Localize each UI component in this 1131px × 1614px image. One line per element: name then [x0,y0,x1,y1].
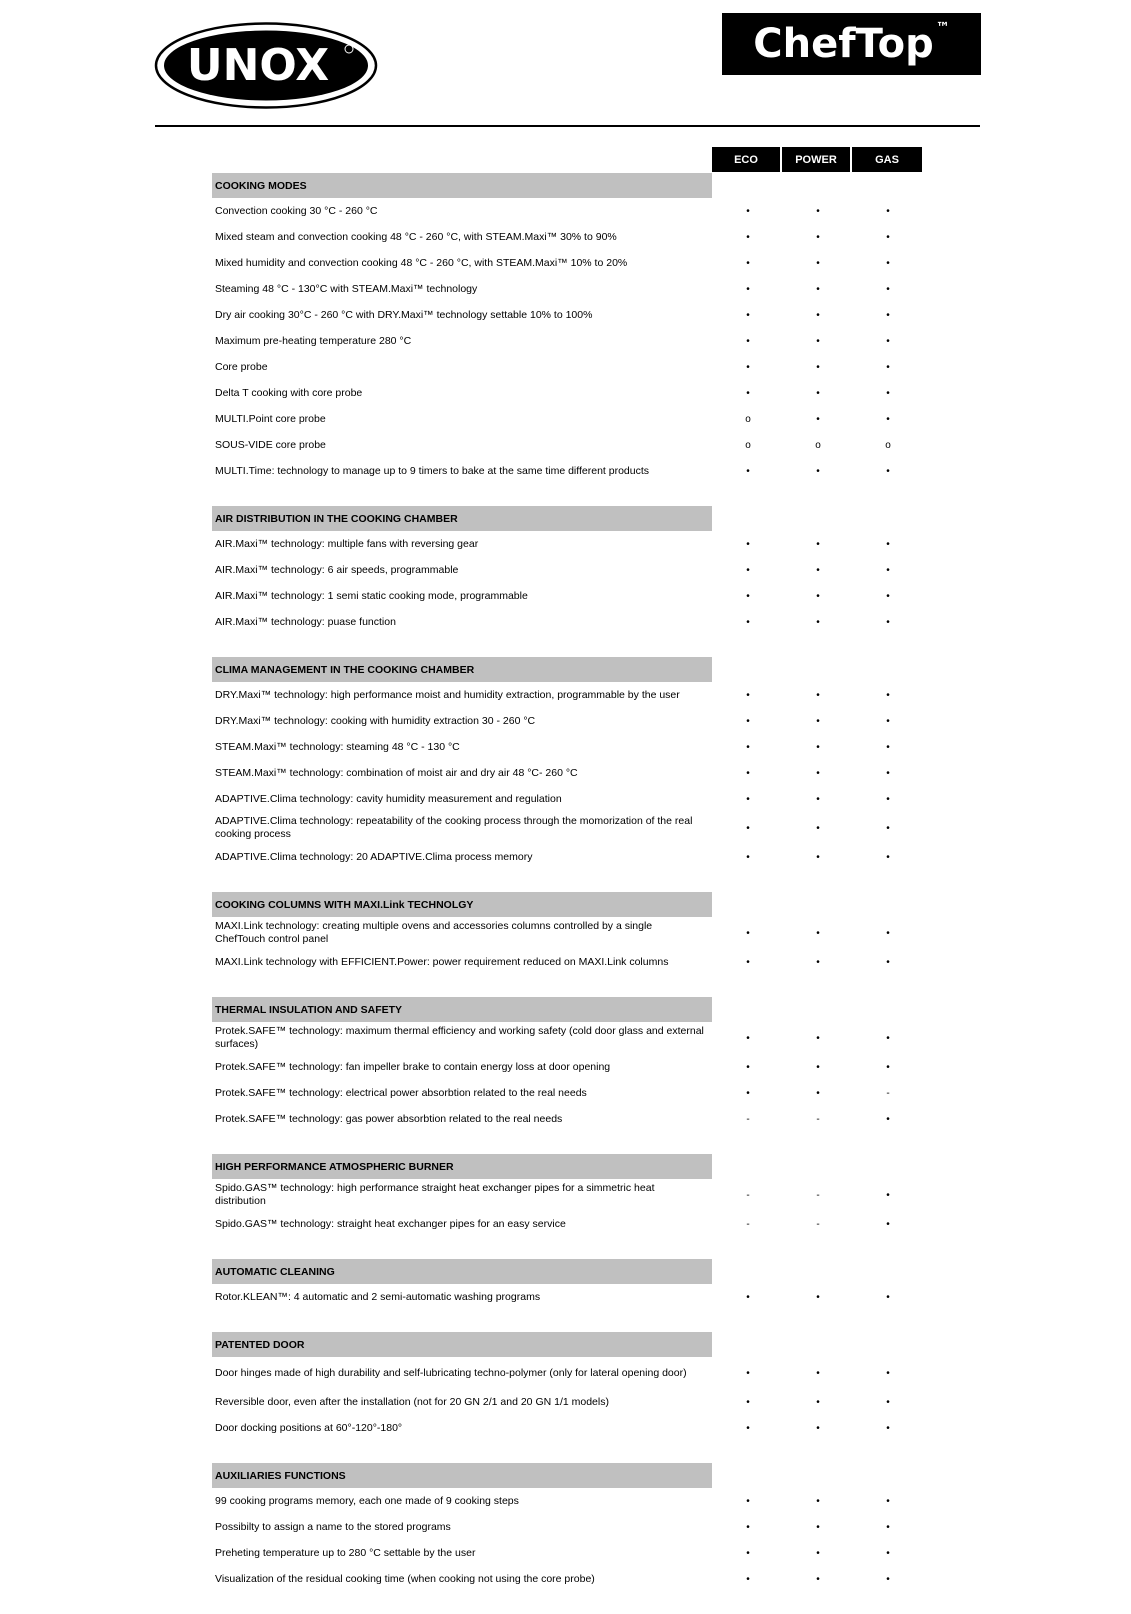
availability-mark-gas: • [886,1189,890,1201]
section-heading: CLIMA MANAGEMENT IN THE COOKING CHAMBER [212,657,712,682]
availability-mark-power: - [816,1113,820,1125]
feature-label: Mixed steam and convection cooking 48 °C - 260 °C, with STEAM.Maxi™ 30% to 90% [215,230,617,243]
availability-mark-eco: o [745,413,751,425]
feature-section [212,997,926,1132]
feature-label: ADAPTIVE.Clima technology: cavity humidity measurement and regulation [215,792,562,805]
feature-label: SOUS-VIDE core probe [215,438,326,451]
feature-label: ADAPTIVE.Clima technology: repeatability of the cooking process through the momorization of the real cooking process [215,815,693,840]
availability-mark-gas: • [886,1032,890,1044]
availability-mark-gas: • [886,465,890,477]
feature-section [212,506,926,635]
header-divider [155,125,980,127]
availability-mark-gas: • [886,1218,890,1230]
availability-mark-gas: - [886,1087,890,1099]
availability-mark-gas: • [886,538,890,550]
availability-mark-eco: • [746,590,750,602]
feature-label: AIR.Maxi™ technology: multiple fans with reversing gear [215,537,479,550]
feature-label: Mixed humidity and convection cooking 48 °C - 260 °C, with STEAM.Maxi™ 10% to 20% [215,256,628,269]
feature-row [212,1179,926,1211]
availability-mark-gas: • [886,1061,890,1073]
availability-mark-gas: • [886,283,890,295]
availability-mark-gas: • [886,1113,890,1125]
availability-mark-eco: • [746,205,750,217]
section-heading: COOKING MODES [212,173,712,198]
feature-label: ADAPTIVE.Clima technology: 20 ADAPTIVE.Clima process memory [215,850,533,863]
feature-label: DRY.Maxi™ technology: cooking with humidity extraction 30 - 260 °C [215,714,536,727]
feature-row [212,1022,926,1054]
feature-row [212,682,926,708]
feature-row [212,250,926,276]
availability-mark-gas: • [886,590,890,602]
availability-mark-power: • [816,231,820,243]
availability-mark-power: - [816,1189,820,1201]
availability-mark-gas: • [886,387,890,399]
feature-row [212,1514,926,1540]
feature-row [212,1415,926,1441]
availability-mark-eco: - [746,1113,750,1125]
feature-row [212,1211,926,1237]
availability-mark-eco: o [745,439,751,451]
feature-row [212,458,926,484]
availability-mark-gas: • [886,564,890,576]
feature-section [212,657,926,870]
feature-section [212,1463,926,1592]
availability-mark-power: • [816,1573,820,1585]
availability-mark-gas: • [886,616,890,628]
availability-mark-power: • [816,1422,820,1434]
availability-mark-eco: • [746,851,750,863]
availability-mark-gas: • [886,822,890,834]
feature-label: Possibilty to assign a name to the stored programs [215,1520,451,1533]
availability-mark-power: • [816,1061,820,1073]
availability-mark-gas: o [885,439,891,451]
availability-mark-power: • [816,387,820,399]
availability-mark-eco: • [746,616,750,628]
column-header-eco: ECO [712,147,780,172]
feature-label: Protek.SAFE™ technology: fan impeller brake to contain energy loss at door opening [215,1060,611,1073]
feature-section [212,1154,926,1237]
availability-mark-eco: • [746,387,750,399]
feature-section [212,1259,926,1310]
trademark-symbol: ™ [935,20,950,36]
availability-mark-eco: • [746,538,750,550]
availability-mark-power: • [816,1087,820,1099]
section-heading: AIR DISTRIBUTION IN THE COOKING CHAMBER [212,506,712,531]
availability-mark-eco: • [746,689,750,701]
availability-mark-power: • [816,851,820,863]
feature-label: Preheting temperature up to 280 °C settable by the user [215,1546,476,1559]
feature-row [212,328,926,354]
availability-mark-gas: • [886,793,890,805]
feature-row [212,734,926,760]
feature-row [212,812,926,844]
availability-mark-eco: • [746,956,750,968]
availability-mark-eco: • [746,361,750,373]
column-header-power: POWER [782,147,850,172]
availability-mark-gas: • [886,715,890,727]
feature-label: Delta T cooking with core probe [215,386,363,399]
availability-mark-gas: • [886,413,890,425]
cheftop-wordmark: ChefTop [753,21,934,67]
availability-mark-power: • [816,1396,820,1408]
availability-mark-eco: • [746,1087,750,1099]
availability-mark-power: • [816,1547,820,1559]
availability-mark-gas: • [886,1396,890,1408]
feature-row [212,1389,926,1415]
availability-mark-power: • [816,715,820,727]
availability-mark-gas: • [886,309,890,321]
availability-mark-power: • [816,413,820,425]
section-heading: HIGH PERFORMANCE ATMOSPHERIC BURNER [212,1154,712,1179]
availability-mark-power: • [816,283,820,295]
availability-mark-eco: • [746,927,750,939]
availability-mark-gas: • [886,1547,890,1559]
feature-row [212,844,926,870]
availability-mark-gas: • [886,257,890,269]
availability-mark-gas: • [886,205,890,217]
feature-section [212,1332,926,1441]
feature-row [212,302,926,328]
availability-mark-eco: • [746,1061,750,1073]
feature-label: Protek.SAFE™ technology: maximum thermal efficiency and working safety (cold door glass and external surfaces) [215,1025,704,1050]
availability-mark-eco: • [746,822,750,834]
feature-row [212,583,926,609]
availability-mark-eco: • [746,1032,750,1044]
feature-row [212,1106,926,1132]
feature-label: Visualization of the residual cooking time (when cooking not using the core probe) [215,1572,595,1585]
feature-row [212,1566,926,1592]
feature-table [212,173,926,1614]
feature-label: Steaming 48 °C - 130°C with STEAM.Maxi™ technology [215,282,478,295]
feature-label: STEAM.Maxi™ technology: combination of moist air and dry air 48 °C- 260 °C [215,766,578,779]
section-heading: AUTOMATIC CLEANING [212,1259,712,1284]
column-header-gas: GAS [852,147,922,172]
availability-mark-eco: • [746,1396,750,1408]
availability-mark-gas: • [886,851,890,863]
feature-label: Maximum pre-heating temperature 280 °C [215,334,412,347]
availability-mark-power: • [816,741,820,753]
feature-label: MAXI.Link technology with EFFICIENT.Power: power requirement reduced on MAXI.Link columns [215,955,669,968]
feature-row [212,557,926,583]
availability-mark-power: - [816,1218,820,1230]
feature-label: DRY.Maxi™ technology: high performance moist and humidity extraction, programmable by the user [215,688,680,701]
availability-mark-power: • [816,767,820,779]
feature-row [212,432,926,458]
feature-section [212,173,926,484]
feature-row [212,609,926,635]
availability-mark-power: • [816,616,820,628]
availability-mark-power: • [816,1521,820,1533]
availability-mark-power: • [816,590,820,602]
cheftop-logo [722,13,981,75]
unox-wordmark: UNOX [186,40,330,91]
feature-label: MAXI.Link technology: creating multiple ovens and accessories columns controlled by a single ChefTouch control panel [215,920,653,945]
feature-label: Protek.SAFE™ technology: gas power absorbtion related to the real needs [215,1112,563,1125]
feature-row [212,786,926,812]
feature-section [212,892,926,975]
feature-label: Reversible door, even after the installation (not for 20 GN 2/1 and 20 GN 1/1 models) [215,1395,609,1408]
feature-row [212,406,926,432]
column-headers [712,147,922,172]
feature-label: MULTI.Point core probe [215,412,326,425]
availability-mark-eco: • [746,257,750,269]
availability-mark-eco: • [746,1291,750,1303]
availability-mark-power: • [816,361,820,373]
section-heading: AUXILIARIES FUNCTIONS [212,1463,712,1488]
availability-mark-gas: • [886,1367,890,1379]
feature-row [212,1540,926,1566]
feature-label: MULTI.Time: technology to manage up to 9 timers to bake at the same time different products [215,464,650,477]
feature-label: Convection cooking 30 °C - 260 °C [215,204,378,217]
availability-mark-eco: • [746,564,750,576]
availability-mark-eco: • [746,283,750,295]
feature-row [212,198,926,224]
availability-mark-eco: • [746,741,750,753]
feature-row [212,1054,926,1080]
availability-mark-power: • [816,465,820,477]
availability-mark-eco: • [746,335,750,347]
availability-mark-eco: - [746,1218,750,1230]
feature-row [212,1357,926,1389]
availability-mark-power: • [816,793,820,805]
availability-mark-power: • [816,257,820,269]
feature-label: Door docking positions at 60°-120°-180° [215,1421,403,1434]
availability-mark-eco: • [746,715,750,727]
availability-mark-power: • [816,822,820,834]
availability-mark-gas: • [886,741,890,753]
feature-label: AIR.Maxi™ technology: puase function [215,615,396,628]
availability-mark-gas: • [886,1422,890,1434]
feature-label: Door hinges made of high durability and self-lubricating techno-polymer (only for lateral opening door) [215,1366,687,1379]
availability-mark-power: • [816,956,820,968]
feature-row [212,354,926,380]
feature-label: Rotor.KLEAN™: 4 automatic and 2 semi-automatic washing programs [215,1290,541,1303]
section-heading: PATENTED DOOR [212,1332,712,1357]
feature-row [212,1284,926,1310]
availability-mark-power: • [816,1367,820,1379]
feature-label: Protek.SAFE™ technology: electrical power absorbtion related to the real needs [215,1086,587,1099]
availability-mark-eco: • [746,793,750,805]
availability-mark-eco: • [746,309,750,321]
feature-label: 99 cooking programs memory, each one made of 9 cooking steps [215,1494,519,1507]
feature-label: Spido.GAS™ technology: high performance straight heat exchanger pipes for a simmetric heat distribution [215,1182,655,1207]
availability-mark-eco: • [746,1573,750,1585]
availability-mark-gas: • [886,231,890,243]
feature-row [212,917,926,949]
availability-mark-power: • [816,1495,820,1507]
feature-row [212,708,926,734]
availability-mark-eco: • [746,1495,750,1507]
availability-mark-eco: - [746,1189,750,1201]
availability-mark-gas: • [886,927,890,939]
availability-mark-power: • [816,927,820,939]
feature-row [212,531,926,557]
availability-mark-gas: • [886,1521,890,1533]
availability-mark-gas: • [886,361,890,373]
availability-mark-power: • [816,1032,820,1044]
availability-mark-power: • [816,309,820,321]
availability-mark-gas: • [886,1291,890,1303]
availability-mark-gas: • [886,335,890,347]
availability-mark-gas: • [886,689,890,701]
availability-mark-eco: • [746,767,750,779]
availability-mark-power: • [816,1291,820,1303]
feature-row [212,949,926,975]
availability-mark-power: • [816,689,820,701]
feature-row [212,224,926,250]
feature-label: AIR.Maxi™ technology: 6 air speeds, programmable [215,563,459,576]
feature-row [212,1080,926,1106]
availability-mark-gas: • [886,767,890,779]
feature-row [212,760,926,786]
feature-label: AIR.Maxi™ technology: 1 semi static cooking mode, programmable [215,589,528,602]
availability-mark-gas: • [886,1573,890,1585]
feature-row [212,380,926,406]
section-heading: COOKING COLUMNS WITH MAXI.Link TECHNOLGY [212,892,712,917]
availability-mark-power: • [816,205,820,217]
feature-label: Core probe [215,360,268,373]
availability-mark-eco: • [746,1547,750,1559]
availability-mark-power: • [816,335,820,347]
availability-mark-eco: • [746,465,750,477]
availability-mark-eco: • [746,1521,750,1533]
availability-mark-eco: • [746,1422,750,1434]
availability-mark-gas: • [886,1495,890,1507]
feature-label: Dry air cooking 30°C - 260 °C with DRY.Maxi™ technology settable 10% to 100% [215,308,593,321]
unox-logo [154,22,378,109]
feature-label: Spido.GAS™ technology: straight heat exchanger pipes for an easy service [215,1217,566,1230]
feature-row [212,276,926,302]
availability-mark-eco: • [746,231,750,243]
availability-mark-power: o [815,439,821,451]
section-heading: THERMAL INSULATION AND SAFETY [212,997,712,1022]
feature-row [212,1488,926,1514]
feature-label: STEAM.Maxi™ technology: steaming 48 °C - 130 °C [215,740,460,753]
availability-mark-power: • [816,564,820,576]
availability-mark-gas: • [886,956,890,968]
availability-mark-power: • [816,538,820,550]
availability-mark-eco: • [746,1367,750,1379]
